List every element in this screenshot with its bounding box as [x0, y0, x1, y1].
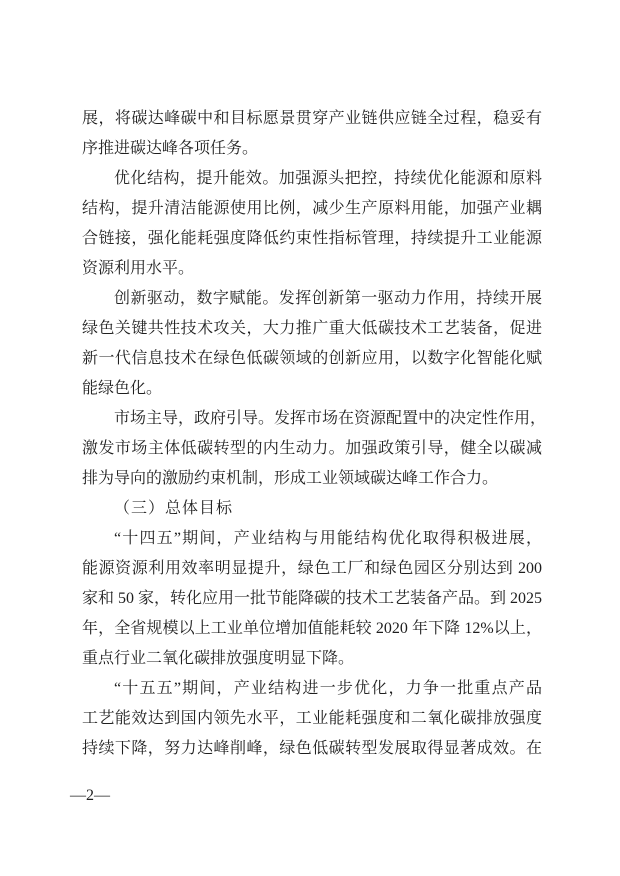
para-continuation-line-2: 序推进碳达峰各项任务。 [82, 140, 259, 157]
heading-overall-goals-line-1: （三）总体目标 [114, 500, 234, 517]
para-market-government-line-2: 激发市场主体低碳转型的内生动力。加强政策引导，健全以碳减 [82, 440, 542, 457]
para-optimize-structure-line-4: 资源利用水平。 [82, 260, 195, 277]
para-innovation-digital-line-4: 能绿色化。 [82, 380, 163, 397]
document-body [82, 104, 547, 764]
para-innovation-digital-line-1: 创新驱动，数字赋能。发挥创新第一驱动力作用，持续开展 [114, 290, 542, 307]
para-optimize-structure-line-2: 结构，提升清洁能源使用比例，减少生产原料用能，加强产业耦 [82, 200, 542, 217]
para-14th-five-year-line-4: 年，全省规模以上工业单位增加值能耗较 2020 年下降 12%以上， [82, 620, 542, 637]
para-14th-five-year-line-3: 家和 50 家，转化应用一批节能降碳的技术工艺装备产品。到 2025 [82, 590, 543, 607]
para-continuation-line-1: 展，将碳达峰碳中和目标愿景贯穿产业链供应链全过程，稳妥有 [82, 110, 542, 127]
para-15th-five-year-line-2: 工艺能效达到国内领先水平，工业能耗强度和二氧化碳排放强度 [82, 710, 542, 727]
para-optimize-structure-line-1: 优化结构，提升能效。加强源头把控，持续优化能源和原料 [114, 170, 542, 187]
para-14th-five-year-line-5: 重点行业二氧化碳排放强度明显下降。 [82, 650, 355, 667]
para-14th-five-year-line-1: “十四五”期间，产业结构与用能结构优化取得积极进展， [114, 530, 542, 547]
para-14th-five-year-line-2: 能源资源利用效率明显提升，绿色工厂和绿色园区分别达到 200 [82, 560, 542, 577]
para-15th-five-year-line-3: 持续下降，努力达峰削峰，绿色低碳转型发展取得显著成效。在 [82, 740, 542, 757]
para-optimize-structure-line-3: 合链接，强化能耗强度降低约束性指标管理，持续提升工业能源 [82, 230, 542, 247]
para-15th-five-year-line-1: “十五五”期间，产业结构进一步优化，力争一批重点产品 [114, 680, 542, 697]
para-market-government-line-3: 排为导向的激励约束机制，形成工业领域碳达峰工作合力。 [82, 470, 499, 487]
para-market-government-line-1: 市场主导，政府引导。发挥市场在资源配置中的决定性作用， [114, 410, 547, 427]
para-innovation-digital-line-2: 绿色关键共性技术攻关，大力推广重大低碳技术工艺装备，促进 [82, 320, 542, 337]
para-innovation-digital-line-3: 新一代信息技术在绿色低碳领域的创新应用，以数字化智能化赋 [82, 350, 542, 367]
page-number: —2— [70, 787, 110, 804]
